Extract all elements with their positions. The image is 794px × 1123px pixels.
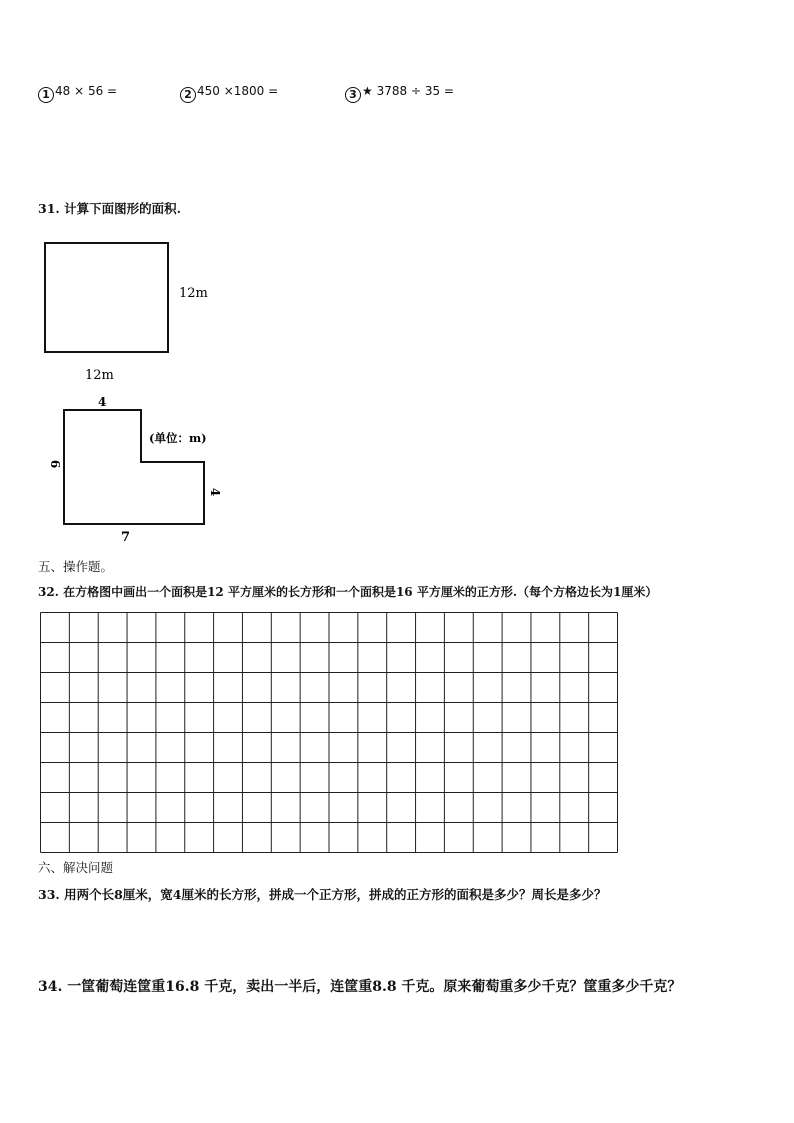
- unit-note: (单位：m): [149, 431, 207, 445]
- question-34: [38, 976, 681, 996]
- question-text: 在方格图中画出一个面积是12 平方厘米的长方形和一个面积是16 平方厘米的正方形.（每个方格边长为1厘米）: [63, 585, 658, 599]
- l-top-label: 4: [98, 395, 107, 409]
- l-bottom-label: 7: [121, 530, 131, 545]
- calc-expression: 450 ×1800 =: [197, 84, 279, 98]
- question-number: 32.: [38, 585, 59, 599]
- l-right-label: 4: [208, 487, 222, 497]
- circled-number: 3: [345, 87, 361, 103]
- question-32: [38, 583, 657, 600]
- question-33: [38, 885, 607, 903]
- question-text: 用两个长8厘米，宽4厘米的长方形，拼成一个正方形，拼成的正方形的面积是多少？周长是多少？: [64, 887, 607, 902]
- calc-expression: 3788 ÷ 35 =: [376, 84, 454, 98]
- circled-number: 1: [38, 87, 54, 103]
- question-number: 33.: [38, 887, 60, 902]
- section-6-title: 六、解决问题: [38, 860, 114, 875]
- l-left-label: 6: [48, 459, 62, 469]
- star-icon: ★: [362, 84, 373, 98]
- question-number: 34.: [38, 979, 63, 995]
- l-shape: [64, 410, 204, 524]
- calc-expression: 48 × 56 =: [55, 84, 118, 98]
- square-side-label: 12m: [179, 286, 208, 301]
- square-bottom-label: 12m: [85, 368, 114, 383]
- question-text: 一筐葡萄连筐重16.8 千克，卖出一半后，连筐重8.8 千克。原来葡萄重多少千克？筐重多少千克？: [67, 979, 682, 995]
- question-text: 计算下面图形的面积.: [64, 201, 181, 216]
- circled-number: 2: [180, 87, 196, 103]
- square-grid: [40, 612, 620, 854]
- l-shape-figure: [0, 0, 794, 560]
- section-5-title: 五、操作题。: [38, 559, 114, 574]
- question-number: 31.: [38, 201, 60, 216]
